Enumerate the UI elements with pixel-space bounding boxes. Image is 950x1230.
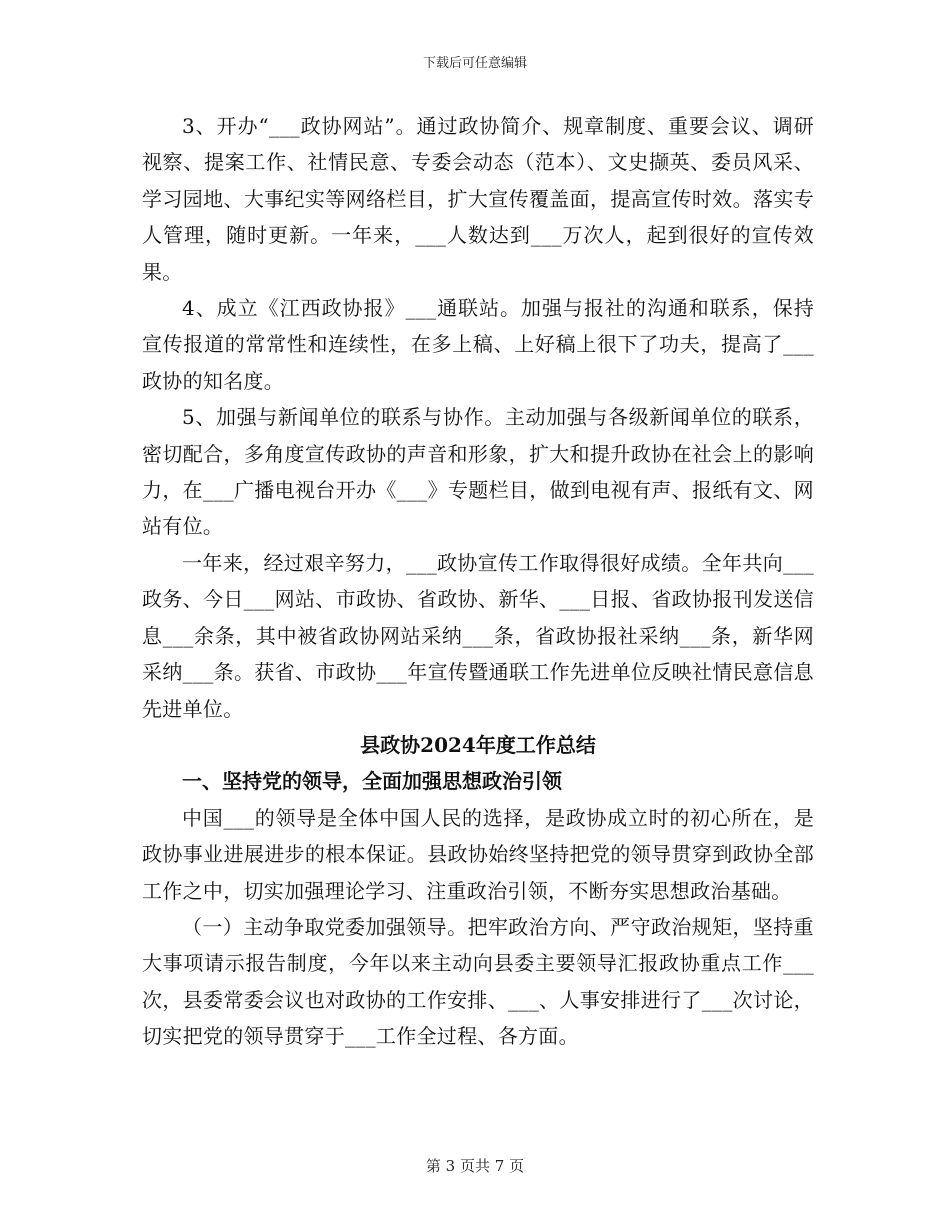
section-heading-1: 一、坚持党的领导，全面加强思想政治引领 [182,769,562,794]
page-header: 下载后可任意编辑 [422,56,527,71]
document-body [142,108,814,1055]
paragraph-party-committee: （一）主动争取党委加强领导。把牢政治方向、严守政治规矩，坚持重大事项请示报告制度，今年以来主动向县委主要领导汇报政协重点工作___次，县委常委会议也对政协的工作安排、___、人事安排进行了___次讨论，切实把党的领导贯穿于___工作全过程、各方面。 [142,914,814,1049]
paragraph-year-summary: 一年来，经过艰辛努力，___政协宣传工作取得很好成绩。全年共向___政务、今日___网站、市政协、省政协、新华、___日报、省政协报刊发送信息___余条，其中被省政协网站采纳___条，省政协报社采纳___条，新华网采纳___条。获省、市政协___年宣传暨通联工作先进单位反映社情民意信息先进单位。 [142,550,814,721]
paragraph-newspaper-station: 4、成立《江西政协报》___通联站。加强与报社的沟通和联系，保持宣传报道的常常性和连续性，在多上稿、上好稿上很下了功夫，提高了___政协的知名度。 [142,296,814,393]
page-footer: 第 3 页共 7 页 [425,1157,525,1175]
paragraph-website: 3、开办“___政协网站”。通过政协简介、规章制度、重要会议、调研视察、提案工作、社情民意、专委会动态（范本）、文史撷英、委员风采、学习园地、大事纪实等网络栏目，扩大宣传覆盖面，提高宣传时效。落实专人管理，随时更新。一年来，___人数达到___万次人，起到很好的宣传效果。 [142,114,814,284]
paragraph-party-leadership: 中国___的领导是全体中国人民的选择，是政协成立时的初心所在，是政协事业进展进步的根本保证。县政协始终坚持把党的领导贯穿到政协全部工作之中，切实加强理论学习、注重政治引领，不断夯实思想政治基础。 [142,805,814,903]
document-title: 县政协2024年度工作总结 [360,732,596,757]
paragraph-news-cooperation: 5、加强与新闻单位的联系与协作。主动加强与各级新闻单位的联系，密切配合，多角度宣传政协的声音和形象，扩大和提升政协在社会上的影响力，在___广播电视台开办《___》专题栏目，做到电视有声、报纸有文、网站有位。 [142,405,814,539]
